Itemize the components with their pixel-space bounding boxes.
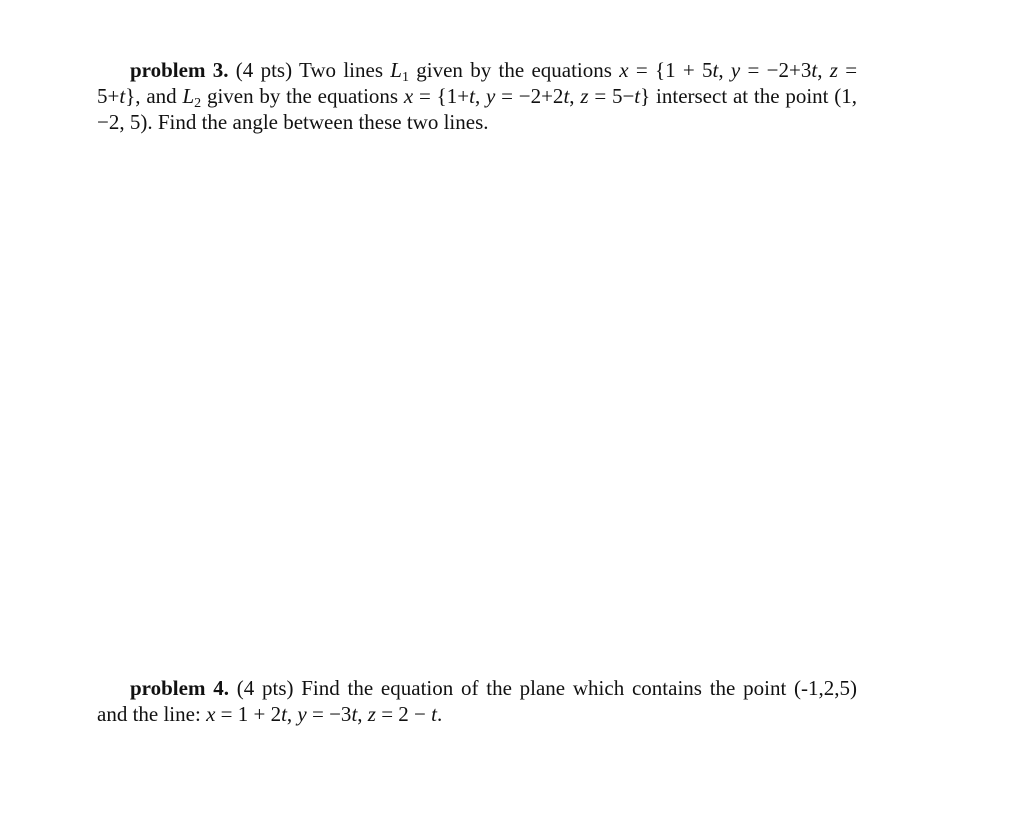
math-period: . — [437, 702, 443, 726]
line-l1-symbol: L — [390, 58, 402, 82]
problem-4 — [97, 675, 857, 727]
problem-3 — [97, 57, 857, 135]
math-z: z — [829, 58, 838, 82]
math-z: z — [367, 702, 376, 726]
math-brace: } — [640, 84, 651, 108]
math-expr: = {1+ — [419, 84, 470, 108]
math-expr: = 2 − — [381, 702, 426, 726]
problem-3-text: given by the equations — [416, 58, 612, 82]
math-t: t — [811, 58, 818, 82]
math-expr: = −2+3 — [747, 58, 812, 82]
math-comma: , — [474, 84, 481, 108]
math-expr: = 1 + 2 — [220, 702, 282, 726]
line-l2-symbol: L — [182, 84, 195, 108]
problem-3-text: given by the equations — [206, 84, 399, 108]
problem-3-text: Two lines — [299, 58, 383, 82]
math-expr: = 5− — [594, 84, 635, 108]
problem-3-text: , and — [135, 84, 177, 108]
math-t: t — [351, 702, 358, 726]
math-x: x — [619, 58, 629, 82]
math-comma: , — [569, 84, 575, 108]
problem-3-text: intersect at the point (1, −2, 5). Find the angle between these two lines. — [97, 84, 858, 134]
math-expr: = {1 + 5 — [635, 58, 713, 82]
l2-subscript: 2 — [194, 96, 202, 111]
problem-4-points: (4 pts) — [236, 676, 294, 700]
math-t: t — [469, 84, 475, 108]
math-expr: = −2+2 — [501, 84, 564, 108]
problem-3-points: (4 pts) — [235, 58, 293, 82]
math-x: x — [403, 84, 414, 108]
math-z: z — [580, 84, 589, 108]
math-expr: = −3 — [312, 702, 352, 726]
l1-subscript: 1 — [401, 70, 409, 85]
problem-4-text: Find the equation of the plane which contains the point (-1,2,5) and the line: — [97, 676, 858, 726]
problem-4-title: problem 4. — [130, 676, 229, 700]
math-x: x — [206, 702, 216, 726]
math-y: y — [485, 84, 496, 108]
math-comma: , — [817, 58, 823, 82]
math-t: t — [431, 702, 437, 726]
math-t: t — [281, 702, 287, 726]
math-comma: , — [286, 702, 293, 726]
math-brace: } — [125, 84, 136, 108]
math-expr: = 5+ — [97, 58, 858, 108]
math-comma: , — [718, 58, 724, 82]
math-comma: , — [357, 702, 363, 726]
math-y: y — [730, 58, 741, 82]
problem-3-title: problem 3. — [130, 58, 229, 82]
math-y: y — [297, 702, 307, 726]
math-t: t — [634, 84, 641, 108]
math-t: t — [119, 84, 126, 108]
math-t: t — [712, 58, 719, 82]
math-t: t — [563, 84, 570, 108]
